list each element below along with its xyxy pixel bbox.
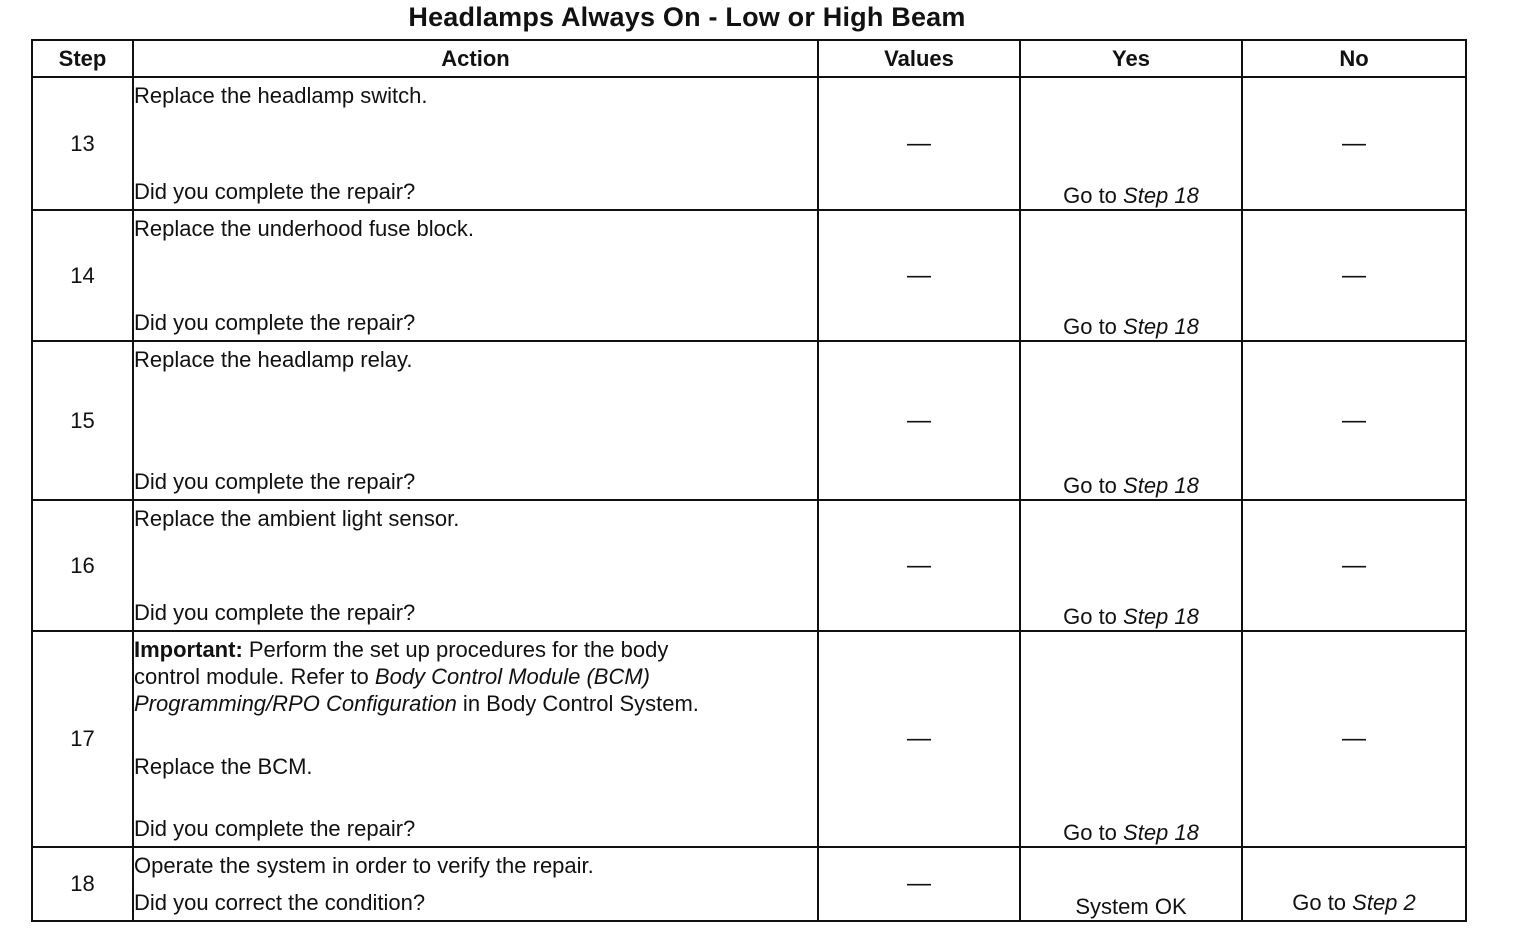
action-cell xyxy=(133,77,818,210)
yes-cell xyxy=(1020,210,1242,341)
yes-text: Go to xyxy=(1063,473,1124,498)
action-cell xyxy=(133,341,818,500)
reference-link[interactable]: Programming/RPO Configuration xyxy=(134,691,457,716)
table-row xyxy=(32,631,1466,847)
step-link[interactable]: Step 18 xyxy=(1123,183,1199,208)
no-cell: — xyxy=(1242,500,1466,631)
important-note xyxy=(134,636,817,717)
action-question: Did you complete the repair? xyxy=(134,469,416,494)
step-number: 18 xyxy=(32,847,133,921)
values-cell: — xyxy=(818,77,1020,210)
step-link[interactable]: Step 18 xyxy=(1123,604,1199,629)
yes-cell xyxy=(1020,500,1242,631)
step-link[interactable]: Step 2 xyxy=(1352,890,1416,915)
yes-cell xyxy=(1020,77,1242,210)
header-row xyxy=(32,40,1466,77)
action-question: Did you complete the repair? xyxy=(134,179,416,204)
step-link[interactable]: Step 18 xyxy=(1123,314,1199,339)
yes-cell: System OK xyxy=(1020,847,1242,921)
action-question: Did you complete the repair? xyxy=(134,310,416,335)
reference-link[interactable]: Body Control Module (BCM) xyxy=(374,664,651,689)
no-cell xyxy=(1242,847,1466,921)
no-cell: — xyxy=(1242,210,1466,341)
values-cell: — xyxy=(818,341,1020,500)
action-text: Replace the ambient light sensor. xyxy=(134,506,460,531)
table-row xyxy=(32,77,1466,210)
important-text: control module. Refer to xyxy=(134,664,375,689)
action-cell xyxy=(133,847,818,921)
step-number: 15 xyxy=(32,341,133,500)
yes-text: Go to xyxy=(1063,314,1124,339)
values-cell: — xyxy=(818,500,1020,631)
important-label: Important: xyxy=(134,637,243,662)
no-cell: — xyxy=(1242,77,1466,210)
values-cell: — xyxy=(818,847,1020,921)
table-row xyxy=(32,341,1466,500)
values-cell: — xyxy=(818,631,1020,847)
step-number: 16 xyxy=(32,500,133,631)
action-text: Operate the system in order to verify the repair. xyxy=(134,853,594,878)
action-question: Did you complete the repair? xyxy=(134,816,416,841)
no-cell: — xyxy=(1242,341,1466,500)
important-text: in Body Control System. xyxy=(456,691,699,716)
action-question: Did you complete the repair? xyxy=(134,600,416,625)
action-text: Replace the underhood fuse block. xyxy=(134,216,475,241)
header-step: Step xyxy=(32,40,133,77)
table-row xyxy=(32,847,1466,921)
values-cell: — xyxy=(818,210,1020,341)
no-text: Go to xyxy=(1292,890,1353,915)
yes-cell xyxy=(1020,631,1242,847)
yes-text: Go to xyxy=(1063,820,1124,845)
action-question: Did you correct the condition? xyxy=(134,890,426,915)
yes-cell xyxy=(1020,341,1242,500)
header-yes: Yes xyxy=(1020,40,1242,77)
important-text: Perform the set up procedures for the body xyxy=(242,637,669,662)
table-row xyxy=(32,500,1466,631)
step-link[interactable]: Step 18 xyxy=(1123,820,1199,845)
header-values: Values xyxy=(818,40,1020,77)
action-text: Replace the headlamp switch. xyxy=(134,83,428,108)
header-action: Action xyxy=(133,40,818,77)
step-number: 17 xyxy=(32,631,133,847)
action-cell xyxy=(133,631,818,847)
step-link[interactable]: Step 18 xyxy=(1123,473,1199,498)
yes-text: Go to xyxy=(1063,183,1124,208)
action-cell xyxy=(133,500,818,631)
table-row xyxy=(32,210,1466,341)
diagnostic-table xyxy=(31,39,1467,922)
no-cell: — xyxy=(1242,631,1466,847)
step-number: 14 xyxy=(32,210,133,341)
page-title: Headlamps Always On - Low or High Beam xyxy=(408,2,966,32)
action-text: Replace the BCM. xyxy=(134,753,313,779)
action-text: Replace the headlamp relay. xyxy=(134,347,413,372)
yes-text: Go to xyxy=(1063,604,1124,629)
header-no: No xyxy=(1242,40,1466,77)
action-cell xyxy=(133,210,818,341)
step-number: 13 xyxy=(32,77,133,210)
